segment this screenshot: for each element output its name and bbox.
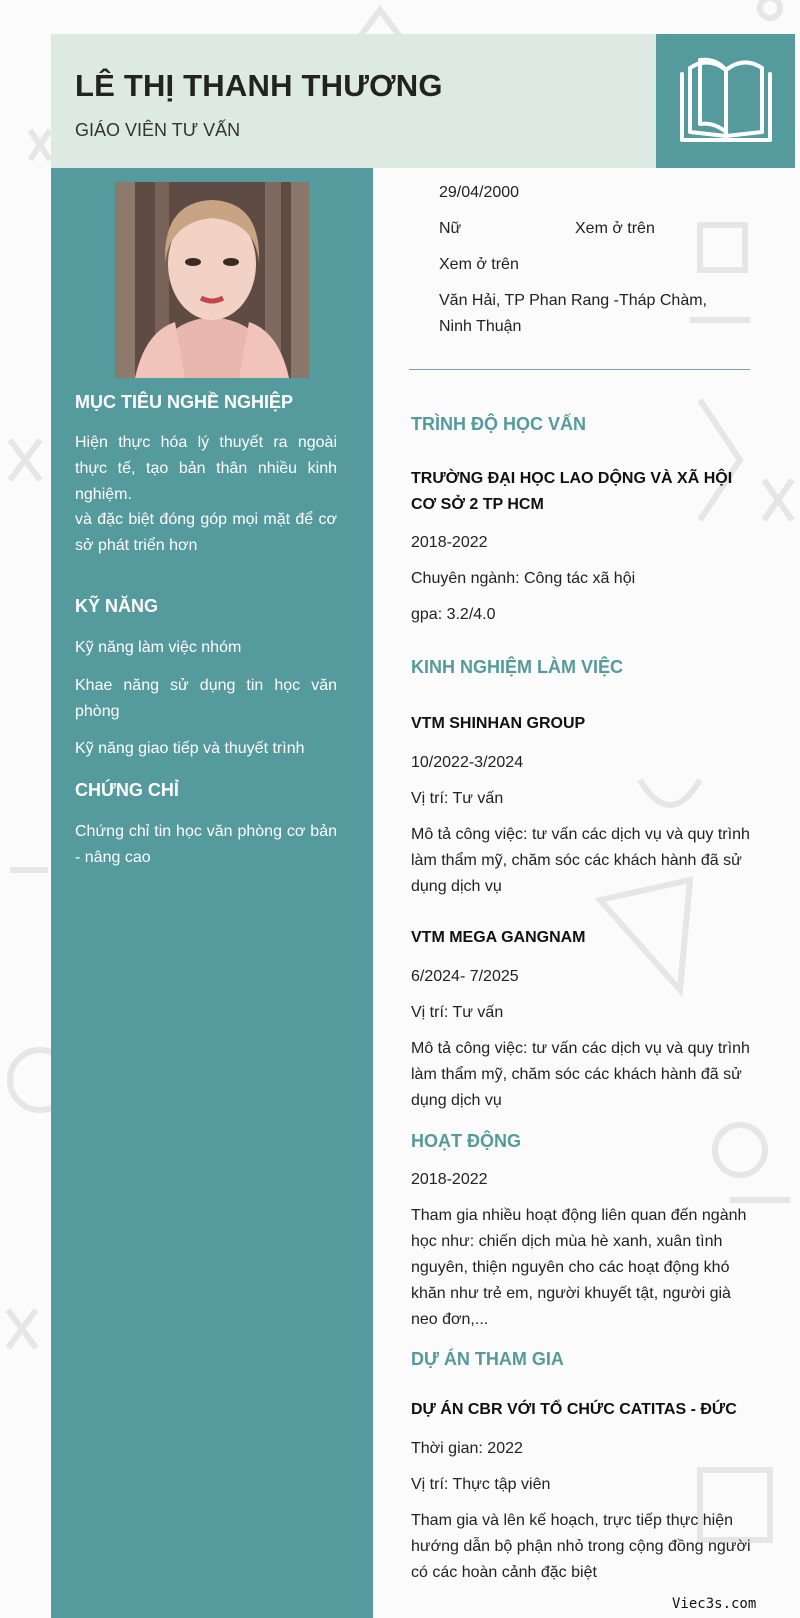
project-description: Tham gia và lên kế hoạch, trực tiếp thực hiện hướng dẫn bộ phận nhỏ trong cộng đồng người có các hoàn cảnh đặc biệt	[411, 1512, 751, 1581]
job-period: 10/2022-3/2024	[411, 754, 524, 771]
skill-item: Khae năng sử dụng tin học văn phòng	[75, 677, 337, 720]
candidate-name: LÊ THỊ THANH THƯƠNG	[75, 68, 443, 103]
open-book-icon	[678, 52, 774, 148]
project-name: DỰ ÁN CBR VỚI TỔ CHỨC CATITAS - ĐỨC	[411, 1401, 737, 1418]
header-band	[51, 34, 656, 168]
job-position: Vị trí: Tư vấn	[411, 790, 504, 807]
logo-box	[656, 34, 795, 168]
see-above-note: Xem ở trên	[439, 256, 519, 273]
activities-heading: HOẠT ĐỘNG	[411, 1131, 521, 1151]
skill-item: Kỹ năng giao tiếp và thuyết trình	[75, 740, 305, 757]
main-content	[373, 168, 800, 1618]
gender: Nữ	[439, 220, 462, 237]
skills-heading: KỸ NĂNG	[75, 596, 159, 616]
job-description: Mô tả công việc: tư vấn các dịch vụ và quy trình làm thẩm mỹ, chăm sóc các khách hành đã sử dụng dịch vụ	[411, 826, 750, 895]
objective-text-1: Hiện thực hóa lý thuyết ra ngoài thực tế, tạo bản thân nhiều kinh nghiệm.	[75, 434, 337, 503]
skill-item: Kỹ năng làm việc nhóm	[75, 639, 242, 656]
activities-description: Tham gia nhiều hoạt động liên quan đến ngành học như: chiến dịch mùa hè xanh, xuân tình nguyên, thiện nguyên cho các hoạt động khó khăn như trẻ em, người khuyết tật, người già neo đơn,...	[411, 1207, 747, 1328]
sidebar	[51, 168, 373, 1618]
date-of-birth: 29/04/2000	[439, 184, 520, 201]
objective-heading: MỤC TIÊU NGHỀ NGHIỆP	[75, 392, 294, 412]
project-time: Thời gian: 2022	[411, 1440, 523, 1457]
company-name: VTM SHINHAN GROUP	[411, 715, 586, 732]
school-name: TRƯỜNG ĐẠI HỌC LAO DỘNG VÀ XÃ HỘI CƠ SỞ 2 TP HCM	[411, 470, 733, 513]
address: Văn Hải, TP Phan Rang -Tháp Chàm, Ninh Thuận	[439, 292, 707, 335]
watermark-text: Viec3s.com	[672, 1596, 757, 1612]
project-position: Vị trí: Thực tập viên	[411, 1476, 551, 1493]
divider	[409, 369, 750, 370]
objective-text-2: và đặc biệt đóng góp mọi mặt để cơ sở phát triển hơn	[75, 511, 337, 554]
projects-heading: DỰ ÁN THAM GIA	[411, 1349, 564, 1369]
activities-period: 2018-2022	[411, 1171, 488, 1188]
education-gpa: gpa: 3.2/4.0	[411, 606, 496, 623]
education-heading: TRÌNH ĐỘ HỌC VẤN	[411, 414, 586, 434]
job-position: Vị trí: Tư vấn	[411, 1004, 504, 1021]
job-title: GIÁO VIÊN TƯ VẤN	[75, 120, 241, 140]
education-major: Chuyên ngành: Công tác xã hội	[411, 570, 636, 587]
job-period: 6/2024- 7/2025	[411, 968, 519, 985]
certificate-item: Chứng chỉ tin học văn phòng cơ bản - nâng cao	[75, 823, 337, 866]
job-description: Mô tả công việc: tư vấn các dịch vụ và quy trình làm thẩm mỹ, chăm sóc các khách hành đã sử dụng dịch vụ	[411, 1040, 750, 1109]
see-above-note: Xem ở trên	[575, 220, 655, 237]
certificates-heading: CHỨNG CHỈ	[75, 780, 179, 800]
experience-heading: KINH NGHIỆM LÀM VIỆC	[411, 657, 624, 677]
company-name: VTM MEGA GANGNAM	[411, 929, 586, 946]
avatar	[115, 182, 309, 378]
education-period: 2018-2022	[411, 534, 488, 551]
